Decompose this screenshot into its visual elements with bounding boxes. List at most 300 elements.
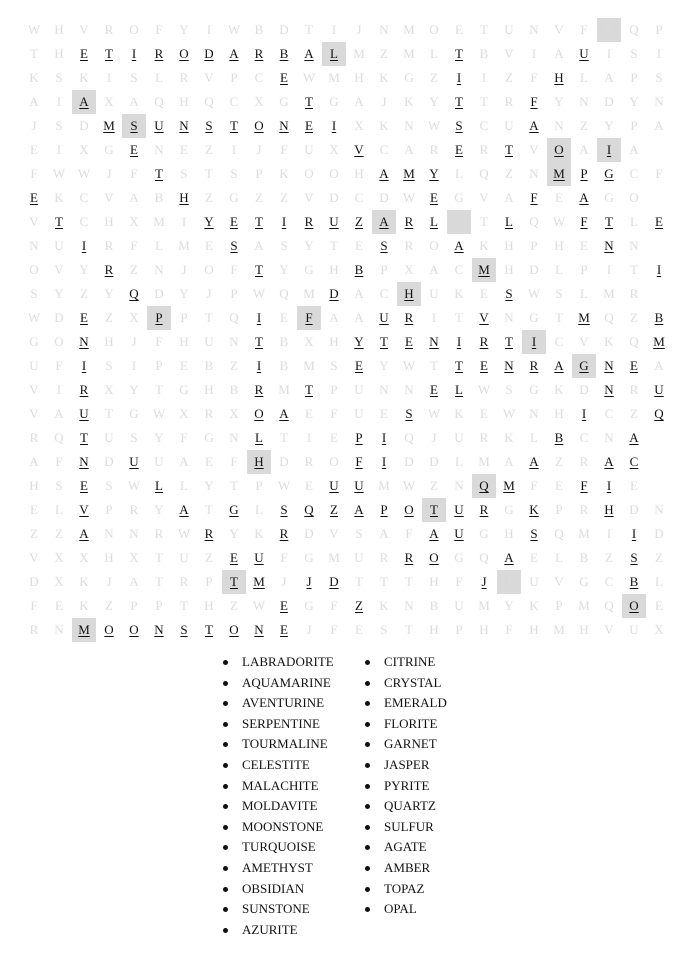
grid-cell[interactable]: Z [55,526,63,541]
grid-cell[interactable]: U [154,118,164,133]
grid-cell[interactable]: I [606,478,612,493]
grid-cell[interactable]: X [254,94,264,109]
grid-cell[interactable]: Q [629,334,639,349]
grid-cell[interactable]: C [579,430,589,445]
grid-cell[interactable]: F [30,166,38,181]
grid-cell[interactable]: J [31,118,37,133]
grid-cell[interactable]: A [579,190,589,205]
grid-cell[interactable]: O [29,262,39,277]
grid-cell[interactable]: N [529,406,539,421]
grid-cell[interactable]: C [554,334,564,349]
grid-cell[interactable]: N [454,478,464,493]
grid-cell[interactable]: G [479,526,489,541]
grid-cell[interactable]: G [304,550,314,565]
grid-cell[interactable]: H [604,502,614,517]
grid-cell[interactable]: P [380,262,388,277]
grid-cell[interactable]: F [580,214,588,229]
grid-cell[interactable]: U [354,382,364,397]
grid-cell[interactable]: N [154,262,164,277]
grid-cell[interactable]: U [379,310,389,325]
grid-cell[interactable]: J [206,286,212,301]
grid-cell[interactable]: Z [130,262,138,277]
grid-cell[interactable]: V [304,190,314,205]
grid-cell[interactable]: M [653,334,665,349]
grid-cell[interactable]: W [152,406,166,421]
grid-cell[interactable]: L [580,70,588,85]
grid-cell[interactable]: Z [105,310,113,325]
grid-cell[interactable]: S [380,622,388,637]
grid-cell[interactable]: J [306,622,312,637]
grid-cell[interactable]: N [504,358,514,373]
grid-cell[interactable]: M [403,166,415,181]
grid-cell[interactable]: T [605,214,613,229]
grid-cell[interactable]: O [547,138,571,162]
grid-cell[interactable]: E [330,430,338,445]
grid-cell[interactable]: R [479,334,489,349]
grid-cell[interactable]: A [72,90,96,114]
grid-cell[interactable]: G [579,574,589,589]
grid-cell[interactable]: V [79,22,89,37]
grid-cell[interactable]: I [606,46,612,61]
grid-cell[interactable]: T [405,622,413,637]
grid-cell[interactable]: U [454,598,464,613]
grid-cell[interactable]: K [379,70,389,85]
grid-cell[interactable]: R [129,502,139,517]
grid-cell[interactable]: D [579,382,589,397]
grid-cell[interactable]: X [79,550,89,565]
grid-cell[interactable]: Y [154,430,164,445]
grid-cell[interactable]: S [55,118,63,133]
grid-cell[interactable]: T [30,46,38,61]
grid-cell[interactable]: X [179,406,189,421]
grid-cell[interactable]: A [29,454,39,469]
grid-cell[interactable]: E [455,142,463,157]
grid-cell[interactable]: H [104,334,114,349]
grid-cell[interactable]: P [580,166,588,181]
grid-cell[interactable]: M [578,310,590,325]
grid-cell[interactable]: Y [204,214,214,229]
grid-cell[interactable]: Y [54,286,64,301]
grid-cell[interactable]: Y [304,238,314,253]
grid-cell[interactable]: V [54,262,64,277]
grid-cell[interactable]: F [330,622,338,637]
grid-cell[interactable]: U [329,214,339,229]
grid-cell[interactable]: T [255,214,263,229]
grid-cell[interactable]: Q [554,526,564,541]
grid-cell[interactable]: W [477,382,491,397]
grid-cell[interactable]: E [455,22,463,37]
grid-cell[interactable]: R [579,454,589,469]
grid-cell[interactable]: E [80,478,88,493]
grid-cell[interactable]: Z [630,406,638,421]
grid-cell[interactable]: I [481,70,487,85]
grid-cell[interactable]: F [280,142,288,157]
grid-cell[interactable]: E [630,358,638,373]
grid-cell[interactable]: M [303,286,315,301]
grid-cell[interactable]: M [478,454,490,469]
grid-cell[interactable]: A [429,262,439,277]
grid-cell[interactable]: R [304,454,314,469]
grid-cell[interactable]: D [54,310,64,325]
grid-cell[interactable]: D [404,454,414,469]
grid-cell[interactable]: J [306,574,312,589]
grid-cell[interactable]: V [329,526,339,541]
grid-cell[interactable]: R [479,430,489,445]
grid-cell[interactable]: T [555,310,563,325]
grid-cell[interactable]: X [129,214,139,229]
grid-cell[interactable]: N [29,238,39,253]
grid-cell[interactable]: F [297,306,321,330]
grid-cell[interactable]: O [254,118,264,133]
grid-cell[interactable]: B [229,382,239,397]
grid-cell[interactable]: X [654,622,664,637]
grid-cell[interactable]: U [454,526,464,541]
grid-cell[interactable]: E [430,190,438,205]
grid-cell[interactable]: K [79,598,89,613]
grid-cell[interactable]: K [379,118,389,133]
grid-cell[interactable]: P [255,478,263,493]
grid-cell[interactable]: U [304,142,314,157]
grid-cell[interactable]: M [103,118,115,133]
grid-cell[interactable]: J [106,574,112,589]
grid-cell[interactable]: K [79,70,89,85]
grid-cell[interactable]: P [330,382,338,397]
grid-cell[interactable]: R [479,142,489,157]
grid-cell[interactable]: O [129,622,139,637]
grid-cell[interactable]: R [404,310,414,325]
grid-cell[interactable]: N [654,502,664,517]
grid-cell[interactable]: T [305,382,313,397]
grid-cell[interactable]: E [555,190,563,205]
grid-cell[interactable]: Z [230,358,238,373]
grid-cell[interactable]: R [304,214,314,229]
grid-cell[interactable]: S [405,406,413,421]
grid-cell[interactable]: D [629,502,639,517]
grid-cell[interactable]: Z [205,142,213,157]
grid-cell[interactable]: Y [104,286,114,301]
grid-cell[interactable]: I [81,358,87,373]
grid-cell[interactable]: L [55,502,63,517]
grid-cell[interactable]: Q [604,310,614,325]
grid-cell[interactable]: P [655,22,663,37]
grid-cell[interactable]: O [204,262,214,277]
grid-cell[interactable]: D [304,526,314,541]
grid-cell[interactable]: V [354,142,364,157]
grid-cell[interactable]: D [204,46,214,61]
grid-cell[interactable]: F [655,166,663,181]
grid-cell[interactable]: S [130,430,138,445]
grid-cell[interactable]: J [281,574,287,589]
grid-cell[interactable]: T [422,498,446,522]
grid-cell[interactable]: Y [204,478,214,493]
grid-cell[interactable]: I [606,526,612,541]
grid-cell[interactable]: T [480,94,488,109]
grid-cell[interactable]: U [354,550,364,565]
grid-cell[interactable]: L [505,214,513,229]
grid-cell[interactable]: F [530,70,538,85]
grid-cell[interactable]: A [304,46,314,61]
grid-cell[interactable]: Z [255,190,263,205]
grid-cell[interactable]: I [106,70,112,85]
grid-cell[interactable]: I [381,430,387,445]
grid-cell[interactable]: Z [555,454,563,469]
grid-cell[interactable]: W [402,190,416,205]
grid-cell[interactable]: H [429,622,439,637]
grid-cell[interactable]: S [230,238,238,253]
grid-cell[interactable]: E [230,550,238,565]
grid-cell[interactable]: H [329,334,339,349]
grid-cell[interactable]: G [204,430,214,445]
grid-cell[interactable]: Y [179,22,189,37]
grid-cell[interactable]: E [355,358,363,373]
grid-cell[interactable]: T [155,382,163,397]
grid-cell[interactable]: L [430,214,438,229]
grid-cell[interactable]: A [629,430,639,445]
grid-cell[interactable]: N [79,334,89,349]
grid-cell[interactable]: T [180,598,188,613]
grid-cell[interactable]: R [404,550,414,565]
grid-cell[interactable]: B [204,358,214,373]
grid-cell[interactable]: S [230,166,238,181]
grid-cell[interactable]: E [580,238,588,253]
grid-cell[interactable]: A [279,406,289,421]
grid-cell[interactable]: I [456,334,462,349]
grid-cell[interactable]: Z [105,598,113,613]
grid-cell[interactable]: I [231,142,237,157]
grid-cell[interactable]: O [104,622,114,637]
grid-cell[interactable]: V [479,190,489,205]
grid-cell[interactable]: X [404,262,414,277]
grid-cell[interactable]: T [455,94,463,109]
grid-cell[interactable]: X [104,94,114,109]
grid-cell[interactable]: F [530,478,538,493]
grid-cell[interactable]: E [480,286,488,301]
grid-cell[interactable]: X [304,334,314,349]
grid-cell[interactable]: T [105,46,113,61]
grid-cell[interactable]: N [54,622,64,637]
grid-cell[interactable]: Q [604,598,614,613]
grid-cell[interactable]: U [204,334,214,349]
grid-cell[interactable]: O [404,502,414,517]
grid-cell[interactable]: T [505,142,513,157]
grid-cell[interactable]: J [381,94,387,109]
grid-cell[interactable]: A [454,238,464,253]
grid-cell[interactable]: G [29,334,39,349]
grid-cell[interactable]: A [604,70,614,85]
grid-cell[interactable]: L [155,478,163,493]
grid-cell[interactable]: R [154,46,164,61]
grid-cell[interactable]: H [204,598,214,613]
grid-cell[interactable]: E [280,70,288,85]
grid-cell[interactable]: P [205,574,213,589]
grid-cell[interactable]: S [130,70,138,85]
grid-cell[interactable]: I [531,46,537,61]
grid-cell[interactable]: K [279,166,289,181]
grid-cell[interactable]: N [154,142,164,157]
grid-cell[interactable]: T [205,310,213,325]
grid-cell[interactable]: K [554,382,564,397]
grid-cell[interactable]: N [279,118,289,133]
grid-cell[interactable]: U [104,430,114,445]
grid-cell[interactable]: S [122,114,146,138]
grid-cell[interactable]: K [29,70,39,85]
grid-cell[interactable]: P [555,598,563,613]
grid-cell[interactable]: U [504,22,514,37]
grid-cell[interactable]: A [329,310,339,325]
grid-cell[interactable]: S [55,478,63,493]
grid-cell[interactable]: N [579,94,589,109]
grid-cell[interactable]: V [554,574,564,589]
grid-cell[interactable]: F [130,238,138,253]
grid-cell[interactable]: H [54,22,64,37]
grid-cell[interactable]: Q [129,286,139,301]
grid-cell[interactable]: P [455,622,463,637]
grid-cell[interactable]: Q [479,166,489,181]
grid-cell[interactable]: X [54,574,64,589]
grid-cell[interactable]: P [130,598,138,613]
grid-cell[interactable]: I [131,358,137,373]
grid-cell[interactable]: F [55,358,63,373]
grid-cell[interactable]: N [529,22,539,37]
grid-cell[interactable]: T [455,358,463,373]
grid-cell[interactable]: T [430,358,438,373]
grid-cell[interactable]: S [555,286,563,301]
grid-cell[interactable]: D [329,286,339,301]
grid-cell[interactable]: V [29,550,39,565]
grid-cell[interactable]: I [456,70,462,85]
grid-cell[interactable]: R [29,430,39,445]
grid-cell[interactable]: V [104,190,114,205]
grid-cell[interactable]: U [179,550,189,565]
grid-cell[interactable]: R [529,358,539,373]
grid-cell[interactable]: O [429,22,439,37]
grid-cell[interactable]: Z [30,526,38,541]
grid-cell[interactable]: S [380,238,388,253]
grid-cell[interactable]: T [155,550,163,565]
grid-cell[interactable]: R [504,94,514,109]
grid-cell[interactable]: A [529,118,539,133]
grid-cell[interactable]: F [580,478,588,493]
grid-cell[interactable]: Y [129,382,139,397]
grid-cell[interactable]: B [154,190,164,205]
grid-cell[interactable]: T [630,262,638,277]
grid-cell[interactable]: W [177,526,191,541]
grid-cell[interactable]: F [580,22,588,37]
grid-cell[interactable]: C [379,286,389,301]
grid-cell[interactable]: Z [205,190,213,205]
grid-cell[interactable]: M [253,574,265,589]
grid-cell[interactable]: F [280,550,288,565]
grid-cell[interactable]: N [254,622,264,637]
grid-cell[interactable]: S [180,166,188,181]
grid-cell[interactable]: R [579,502,589,517]
grid-cell[interactable]: S [455,118,463,133]
grid-cell[interactable]: A [229,46,239,61]
grid-cell[interactable]: N [504,310,514,325]
grid-cell[interactable]: B [579,550,589,565]
grid-cell[interactable]: L [255,502,263,517]
grid-cell[interactable]: T [155,166,163,181]
grid-cell[interactable]: D [104,454,114,469]
grid-cell[interactable]: L [555,550,563,565]
grid-cell[interactable]: R [104,238,114,253]
grid-cell[interactable]: E [355,622,363,637]
grid-cell[interactable]: D [79,118,89,133]
grid-cell[interactable]: C [354,190,364,205]
grid-cell[interactable]: S [280,502,288,517]
grid-cell[interactable]: N [604,358,614,373]
grid-cell[interactable]: P [155,598,163,613]
grid-cell[interactable]: G [179,382,189,397]
grid-cell[interactable]: H [504,262,514,277]
grid-cell[interactable]: W [427,118,441,133]
grid-cell[interactable]: T [305,22,313,37]
grid-cell[interactable]: C [254,70,264,85]
grid-cell[interactable]: Z [505,166,513,181]
grid-cell[interactable]: G [229,190,239,205]
grid-cell[interactable]: L [530,430,538,445]
grid-cell[interactable]: E [555,478,563,493]
grid-cell[interactable]: E [655,214,663,229]
grid-cell[interactable]: H [554,70,564,85]
grid-cell[interactable]: L [580,286,588,301]
grid-cell[interactable]: U [329,478,339,493]
grid-cell[interactable]: M [503,478,515,493]
grid-cell[interactable]: I [656,262,662,277]
grid-cell[interactable]: U [354,478,364,493]
grid-cell[interactable]: E [355,238,363,253]
grid-cell[interactable]: D [654,526,664,541]
grid-cell[interactable]: R [104,22,114,37]
grid-cell[interactable]: N [229,334,239,349]
grid-cell[interactable]: Y [279,262,289,277]
grid-cell[interactable]: O [54,334,64,349]
grid-cell[interactable]: W [252,286,266,301]
grid-cell[interactable]: W [277,478,291,493]
grid-cell[interactable]: H [529,622,539,637]
grid-cell[interactable]: E [655,598,663,613]
grid-cell[interactable]: N [129,526,139,541]
grid-cell[interactable]: P [580,262,588,277]
grid-cell[interactable]: R [254,382,264,397]
grid-cell[interactable]: Q [529,214,539,229]
grid-cell[interactable]: Z [580,118,588,133]
grid-cell[interactable]: S [597,18,621,42]
grid-cell[interactable]: T [380,334,388,349]
grid-cell[interactable]: H [504,238,514,253]
grid-cell[interactable]: N [179,118,189,133]
grid-cell[interactable]: Q [304,502,314,517]
grid-cell[interactable]: Q [154,94,164,109]
grid-cell[interactable]: T [255,334,263,349]
grid-cell[interactable]: V [504,46,514,61]
grid-cell[interactable]: T [230,478,238,493]
grid-cell[interactable]: I [306,430,312,445]
grid-cell[interactable]: U [154,454,164,469]
grid-cell[interactable]: U [579,46,589,61]
grid-cell[interactable]: F [155,334,163,349]
grid-cell[interactable]: I [331,22,337,37]
grid-cell[interactable]: N [604,430,614,445]
grid-cell[interactable]: O [179,46,189,61]
grid-cell[interactable]: K [254,526,264,541]
grid-cell[interactable]: A [354,94,364,109]
grid-cell[interactable]: L [630,214,638,229]
grid-cell[interactable]: I [56,94,62,109]
grid-cell[interactable]: W [302,70,316,85]
grid-cell[interactable]: C [629,166,639,181]
grid-cell[interactable]: D [329,190,339,205]
